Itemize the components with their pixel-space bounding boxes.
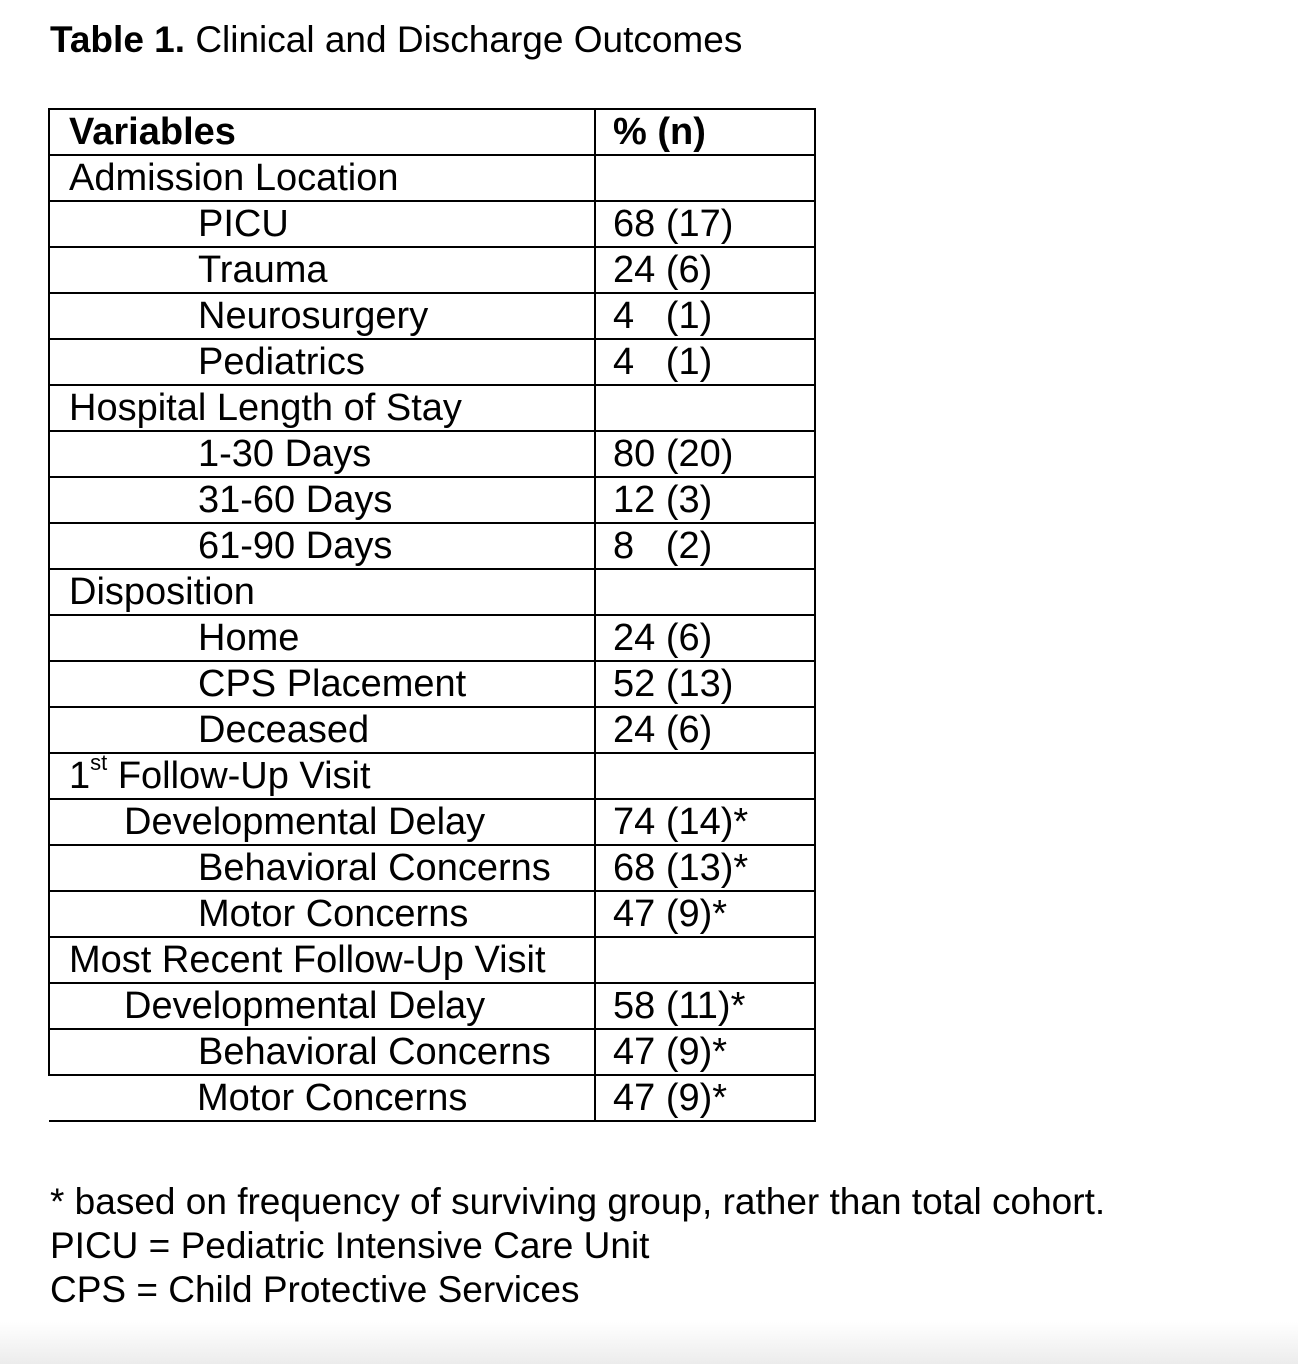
ordinal-suffix: st [90,753,108,776]
row-label [49,891,595,937]
row-value: 47 (9)* [595,1029,815,1075]
column-header-percent-n: % (n) [595,109,815,155]
row-value: 47 (9)* [595,891,815,937]
footnote-cps: CPS = Child Protective Services [50,1269,580,1310]
table-row [49,983,815,1029]
row-value: 4 (1) [595,339,815,385]
table-row [49,1075,815,1121]
table-row [49,431,815,477]
row-label [49,1029,595,1075]
row-label-text: 1 [69,755,91,797]
table-row [49,891,815,937]
row-label [49,431,595,477]
row-label-text: 61-90 Days [198,525,393,567]
bottom-edge-shadow [0,1322,1298,1364]
row-label [49,845,595,891]
table-row [49,845,815,891]
table-row [49,385,815,431]
row-value: 52 (13) [595,661,815,707]
table-row [49,477,815,523]
row-label [49,201,595,247]
row-label [49,523,595,569]
footnotes [50,1180,1105,1312]
row-value: 80 (20) [595,431,815,477]
row-group-label [49,569,595,615]
row-label-text: Admission Location [69,157,399,199]
table-row [49,937,815,983]
footnote-picu: PICU = Pediatric Intensive Care Unit [50,1225,650,1266]
row-label-text: Motor Concerns [197,1077,468,1119]
row-group-label [49,937,595,983]
table-row [49,201,815,247]
row-label-text: Disposition [69,571,255,613]
row-label [49,477,595,523]
table-row [49,247,815,293]
table-row [49,1029,815,1075]
row-group-label [49,155,595,201]
table-row [49,615,815,661]
table-row [49,569,815,615]
row-label-text: Hospital Length of Stay [69,387,462,429]
table-header-row [49,109,815,155]
row-label-rest: Follow-Up Visit [107,755,371,797]
table-row [49,799,815,845]
table-row [49,523,815,569]
table-caption-label: Table 1. [50,19,186,60]
row-label-text: Developmental Delay [124,985,486,1027]
row-value [595,937,815,983]
row-label-text: Deceased [198,709,370,751]
row-label-text: Home [198,617,300,659]
table-caption-title: Clinical and Discharge Outcomes [195,19,743,60]
row-label-text: PICU [198,203,289,245]
row-label-text: Neurosurgery [198,295,429,337]
row-value [595,569,815,615]
table-row [49,293,815,339]
table-row [49,155,815,201]
row-label-text: Trauma [198,249,328,291]
row-value: 68 (17) [595,201,815,247]
row-value: 74 (14)* [595,799,815,845]
table-row [49,661,815,707]
row-label-text: Behavioral Concerns [198,847,551,889]
row-label-text: Behavioral Concerns [198,1031,551,1073]
row-value: 68 (13)* [595,845,815,891]
row-label [49,661,595,707]
table-caption [50,18,742,62]
row-value: 8 (2) [595,523,815,569]
row-label-text: Pediatrics [198,341,365,383]
row-value: 12 (3) [595,477,815,523]
column-header-variables: Variables [49,109,595,155]
row-value: 24 (6) [595,615,815,661]
row-label-text: 31-60 Days [198,479,393,521]
footnote-asterisk: * based on frequency of surviving group, rather than total cohort. [50,1181,1106,1222]
row-label [49,707,595,753]
row-value: 47 (9)* [595,1075,815,1121]
row-label [49,983,595,1029]
row-value [595,753,815,799]
row-value [595,155,815,201]
row-label [49,1075,595,1121]
row-label [49,247,595,293]
row-value: 4 (1) [595,293,815,339]
row-value: 24 (6) [595,247,815,293]
row-label-text: Developmental Delay [124,801,486,843]
row-group-label [49,385,595,431]
row-label-text: CPS Placement [198,663,467,705]
row-group-label [49,753,595,799]
row-label-text: 1-30 Days [198,433,372,475]
row-label-text: Motor Concerns [198,893,469,935]
row-value: 24 (6) [595,707,815,753]
table-row [49,339,815,385]
row-label [49,799,595,845]
table-row [49,707,815,753]
row-label [49,615,595,661]
outcomes-table [48,108,816,1122]
table-row [49,753,815,799]
row-value [595,385,815,431]
table-body [49,155,815,1121]
row-label [49,293,595,339]
row-label [49,339,595,385]
row-label-text: Most Recent Follow-Up Visit [69,939,546,981]
row-value: 58 (11)* [595,983,815,1029]
